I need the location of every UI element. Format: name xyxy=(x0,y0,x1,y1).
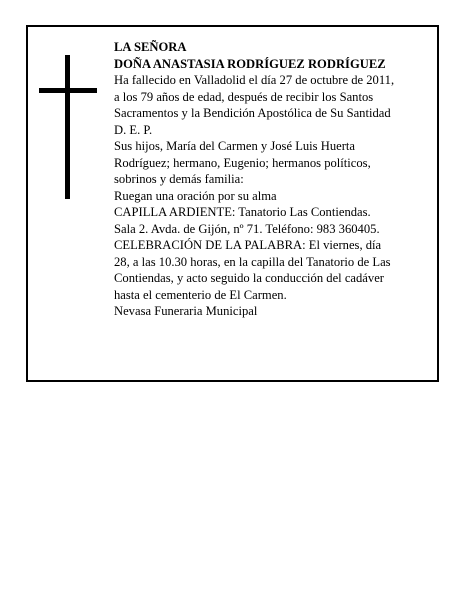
notice-line: Sus hijos, María del Carmen y José Luis Huerta xyxy=(114,139,355,153)
notice-line: Sacramentos y la Bendición Apostólica de Su Santidad xyxy=(114,106,391,120)
notice-line: CAPILLA ARDIENTE: Tanatorio Las Contiendas. xyxy=(114,205,371,219)
cross-horizontal-bar xyxy=(39,88,97,93)
latin-cross-icon xyxy=(39,55,97,199)
cross-vertical-bar xyxy=(65,55,70,199)
notice-line: D. E. P. xyxy=(114,122,153,137)
obituary-notice xyxy=(26,25,439,382)
notice-line: a los 79 años de edad, después de recibir los Santos xyxy=(114,89,374,104)
notice-text xyxy=(114,39,436,320)
notice-line: Ruegan una oración por su alma xyxy=(114,188,277,203)
notice-line: 28, a las 10.30 horas, en la capilla del Tanatorio de Las xyxy=(114,254,391,269)
notice-line: Rodríguez; hermano, Eugenio; hermanos políticos, xyxy=(114,155,371,170)
notice-line: Nevasa Funeraria Municipal xyxy=(114,304,258,318)
notice-line: Ha fallecido en Valladolid el día 27 de octubre de 2011, xyxy=(114,73,395,87)
notice-line: sobrinos y demás familia: xyxy=(114,172,244,186)
notice-line: Contiendas, y acto seguido la conducción del cadáver xyxy=(114,271,384,285)
deceased-name: DOÑA ANASTASIA RODRÍGUEZ RODRÍGUEZ xyxy=(114,56,386,71)
notice-line: CELEBRACIÓN DE LA PALABRA: El viernes, día xyxy=(114,238,382,252)
notice-line: hasta el cementerio de El Carmen. xyxy=(114,287,287,302)
notice-heading: LA SEÑORA xyxy=(114,40,187,54)
notice-line: Sala 2. Avda. de Gijón, nº 71. Teléfono: 983 360405. xyxy=(114,221,380,236)
